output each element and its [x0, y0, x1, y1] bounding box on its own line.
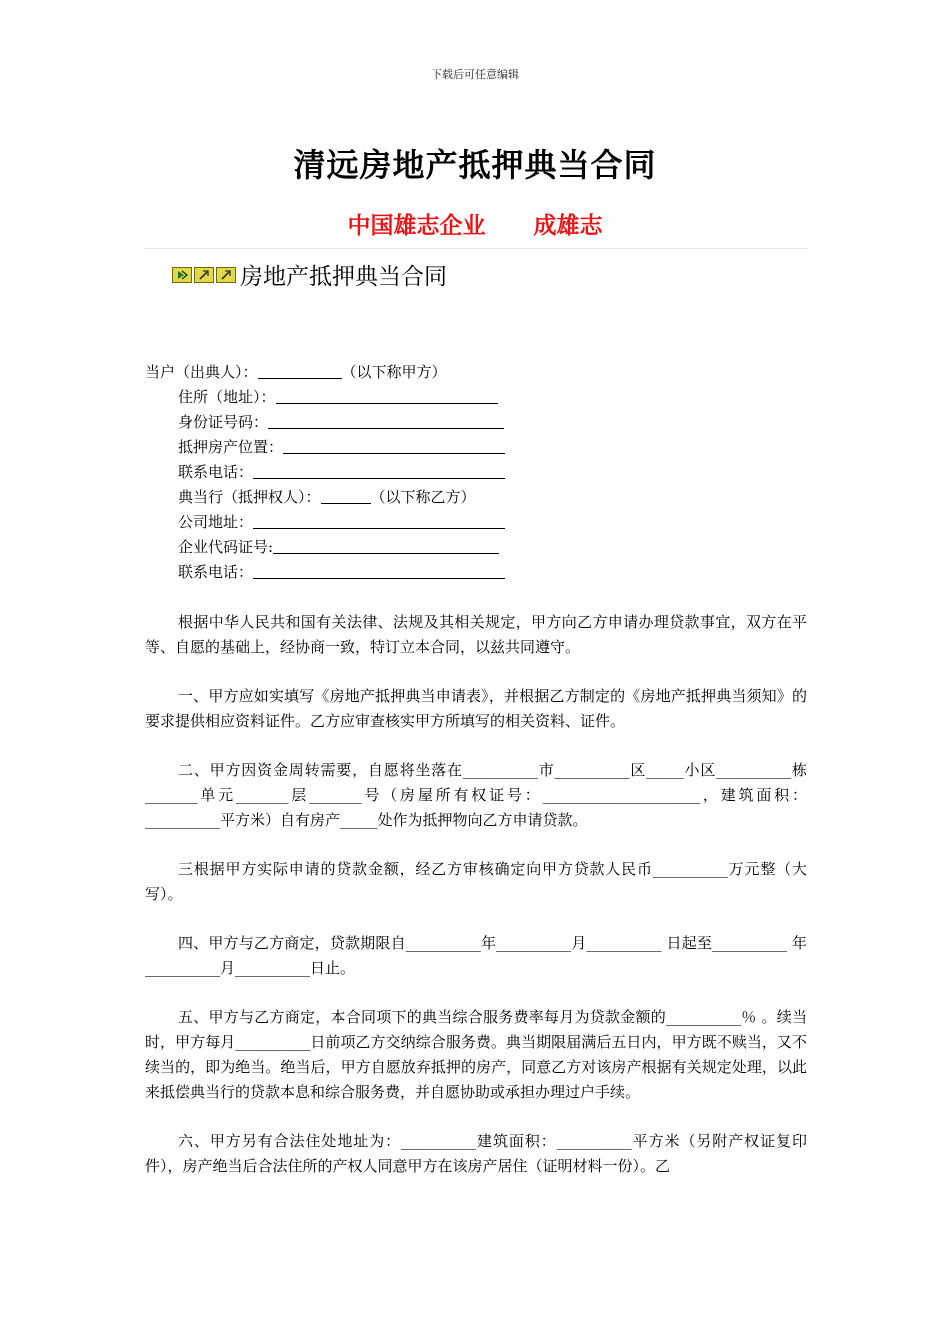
- paragraph-clause-1: 一、甲方应如实填写《房地产抵押典当申请表》，并根据乙方制定的《房地产抵押典当须知》的要求提供相应资料证件。乙方应审查核实甲方所填写的相关资料、证件。: [145, 687, 807, 730]
- field-pawnshop-blank[interactable]: [321, 487, 371, 504]
- field-address: [145, 385, 807, 410]
- field-property-location: [145, 435, 807, 460]
- company-person: 成雄志: [533, 213, 603, 239]
- field-id-number: [145, 410, 807, 435]
- paragraph-clause-6: 六、甲方另有合法住处地址为：__________建筑面积：__________平方米（另附产权证复印件），房产绝当后合法住所的产权人同意甲方在该房产居住（证明材料一份）。乙: [145, 1132, 807, 1175]
- company-line: [0, 207, 950, 240]
- field-phone-1: [145, 460, 807, 485]
- subtitle-icons: [172, 267, 238, 283]
- header-note: 下载后可任意编辑: [431, 68, 519, 81]
- field-phone-1-label: 联系电话：: [178, 463, 254, 481]
- green-arrow-icon: [172, 267, 192, 283]
- field-pawner: [145, 360, 807, 385]
- document-title: 清远房地产抵押典当合同: [293, 146, 657, 184]
- field-enterprise-code-blank[interactable]: [273, 537, 499, 554]
- yellow-arrow-icon: [194, 267, 214, 283]
- field-pawnshop: [145, 485, 807, 510]
- yellow-arrow-icon: [216, 267, 236, 283]
- field-id-number-blank[interactable]: [268, 412, 504, 429]
- field-phone-1-blank[interactable]: [253, 462, 505, 479]
- field-address-label: 住所（地址）：: [178, 388, 276, 406]
- field-pawner-suffix: （以下称甲方）: [341, 363, 447, 381]
- field-property-location-blank[interactable]: [283, 437, 505, 454]
- field-id-number-label: 身份证号码：: [178, 413, 269, 431]
- field-enterprise-code: [145, 535, 807, 560]
- paragraph-clause-5: 五、甲方与乙方商定，本合同项下的典当综合服务费率每月为贷款金额的__________％ 。续当时，甲方每月__________日前项乙方交纳综合服务费。典当期限届满后五日内，甲方既不赎当，又不续当的，即为绝当。绝当后，甲方自愿放弃抵押的房产，同意乙方对该房产根据有关规定处理，以此来抵偿典当行的贷款本息和综合服务费，并自愿协助或承担办理过户手续。: [145, 1008, 807, 1101]
- divider: [145, 248, 807, 249]
- field-phone-2-blank[interactable]: [253, 562, 505, 579]
- paragraph-clause-2: 二、甲方因资金周转需要，自愿将坐落在__________市__________区_____小区__________栋_______单元_______层_______号（房屋所有权证号：_____________________，建筑面积：__________平方米）自有房产_____处作为抵押物向乙方申请贷款。: [145, 761, 807, 829]
- field-company-address-blank[interactable]: [253, 512, 505, 529]
- field-pawner-blank[interactable]: [258, 362, 342, 379]
- field-property-location-label: 抵押房产位置：: [178, 438, 284, 456]
- field-phone-2: [145, 560, 807, 585]
- field-company-address: [145, 510, 807, 535]
- field-pawner-label: 当户（出典人）：: [145, 363, 258, 381]
- field-phone-2-label: 联系电话：: [178, 563, 254, 581]
- paragraph-clause-4: 四、甲方与乙方商定，贷款期限自__________年__________月__________ 日起至__________ 年__________月__________日止。: [145, 934, 807, 977]
- company-name: 中国雄志企业: [347, 213, 486, 239]
- field-company-address-label: 公司地址：: [178, 513, 254, 531]
- contract-body: [145, 360, 807, 1179]
- paragraph-intro: 根据中华人民共和国有关法律、法规及其相关规定，甲方向乙方申请办理贷款事宜，双方在平等、自愿的基础上，经协商一致，特订立本合同，以兹共同遵守。: [145, 613, 807, 656]
- field-pawnshop-label: 典当行（抵押权人）：: [178, 488, 321, 506]
- subtitle-text: 房地产抵押典当合同: [240, 264, 447, 290]
- field-enterprise-code-label: 企业代码证号:: [178, 538, 274, 556]
- paragraph-clause-3: 三根据甲方实际申请的贷款金额，经乙方审核确定向甲方贷款人民币__________万元整（大写）。: [145, 860, 807, 903]
- field-address-blank[interactable]: [276, 387, 498, 404]
- subtitle: [172, 258, 447, 291]
- field-pawnshop-suffix: （以下称乙方）: [370, 488, 476, 506]
